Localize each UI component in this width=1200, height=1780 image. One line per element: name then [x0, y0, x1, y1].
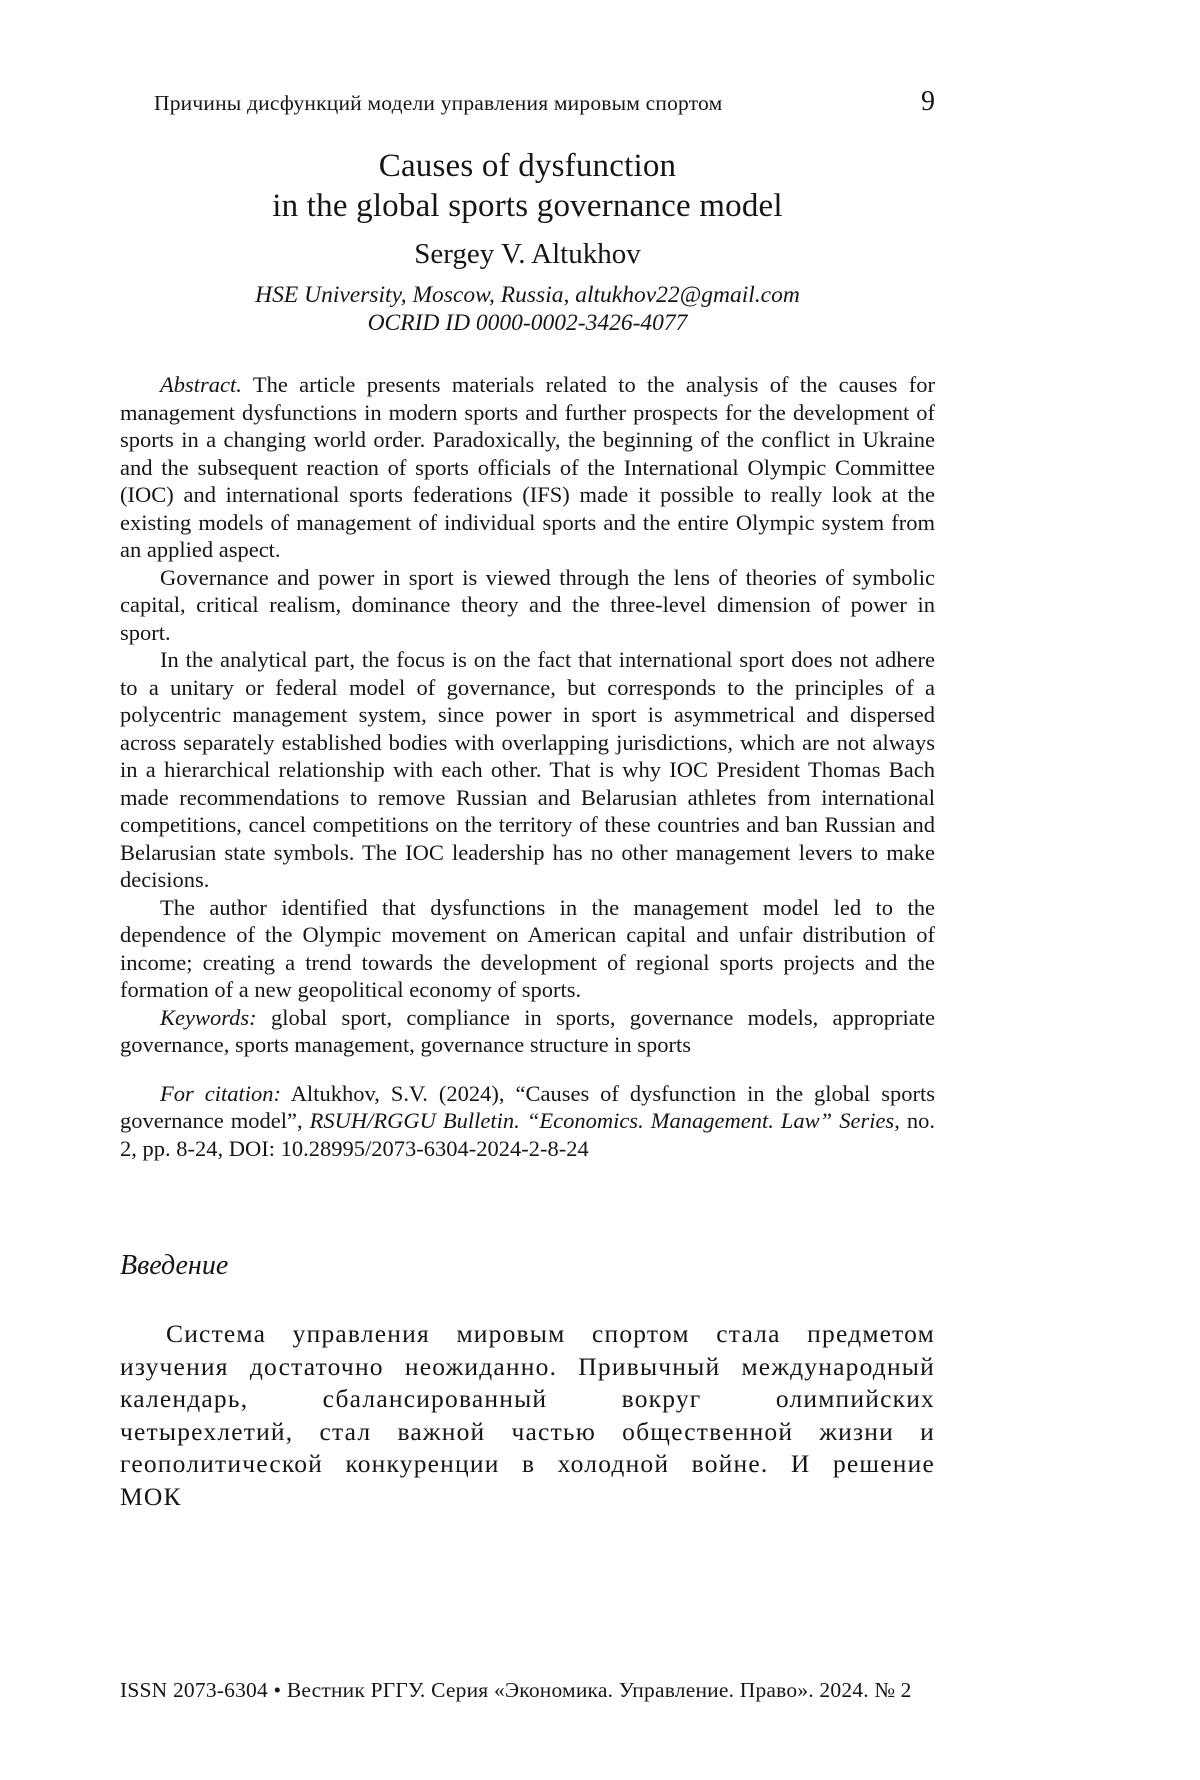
keywords-text: global sport, compliance in sports, governance models, appropriate governance, sports management, governance structure in sports [120, 1004, 935, 1057]
page-footer: ISSN 2073-6304 • Вестник РГГУ. Серия «Экономика. Управление. Право». 2024. № 2 [120, 1678, 912, 1702]
body-paragraph: In the analytical part, the focus is on the fact that international sport does not adhere to a unitary or federal model of governance, but corresponds to the principles of a polycentric management system, since power in sport is asymmetrical and dispersed across separately established bodies with overlapping jurisdictions, which are not always in a hierarchical relationship with each other. That is why IOC President Thomas Bach made recommendations to remove Russian and Belarusian athletes from international competitions, cancel competitions on the territory of these countries and ban Russian and Belarusian state symbols. The IOC leadership has no other management levers to make decisions. [120, 647, 935, 892]
running-head-text: Причины дисфункций модели управления мировым спортом [154, 91, 723, 115]
citation-label: For citation: [160, 1080, 281, 1106]
introduction-paragraph: Система управления мировым спортом стала предметом изучения достаточно неожиданно. Привычный международный календарь, сбалансированный вокруг олимпийских четырехлетий, стал важной частью общественной жизни и геополитической конкуренции в холодной войне. И решение МОК [120, 1319, 935, 1511]
affiliation: HSE University, Moscow, Russia, altukhov22@gmail.com [255, 282, 800, 308]
article-title-line1: Causes of dysfunction [378, 148, 677, 184]
body-paragraph: The author identified that dysfunctions in the management model led to the dependence of the Olympic movement on American capital and unfair distribution of income; creating a trend towards the development of regional sports projects and the formation of a new geopolitical economy of sports. [120, 894, 935, 1002]
abstract-label: Abstract. [160, 372, 242, 397]
citation-text-roman: Altukhov, S.V. (2024), “Causes of dysfunction in the global sports governance model”, [120, 1080, 935, 1133]
introduction-heading: Введение [120, 1250, 229, 1281]
abstract-section [120, 371, 935, 1059]
author-name: Sergey V. Altukhov [414, 238, 641, 270]
page-content [120, 0, 935, 1513]
citation-journal-italic: RSUH/RGGU Bulletin. “Economics. Management. Law” Series [309, 1108, 895, 1133]
affiliation-block [120, 281, 935, 337]
article-title-line2: in the global sports governance model [272, 188, 783, 224]
keywords-paragraph [120, 1004, 935, 1059]
citation-text-tail: , no. 2, pp. 8-24, DOI: 10.28995/2073-6304-2024-2-8-24 [120, 1108, 935, 1161]
citation-paragraph [120, 1080, 935, 1163]
body-paragraph: Governance and power in sport is viewed through the lens of theories of symbolic capital, critical realism, dominance theory and the three-level dimension of power in sport. [120, 564, 935, 645]
running-head [120, 86, 935, 118]
citation-section [120, 1080, 935, 1163]
keywords-label: Keywords: [160, 1004, 257, 1030]
article-title [120, 146, 935, 226]
orcid-id: OCRID ID 0000-0002-3426-4077 [367, 310, 688, 336]
abstract-text: The article presents materials related to the analysis of the causes for management dysfunctions in modern sports and further prospects for the development of sports in a changing world order. Paradoxically, the beginning of the conflict in Ukraine and the subsequent reaction of sports officials of the International Olympic Committee (IOC) and international sports federations (IFS) made it possible to really look at the existing models of management of individual sports and the entire Olympic system from an applied aspect. [120, 372, 936, 562]
page-number: 9 [921, 86, 935, 117]
abstract-paragraph [120, 371, 935, 564]
